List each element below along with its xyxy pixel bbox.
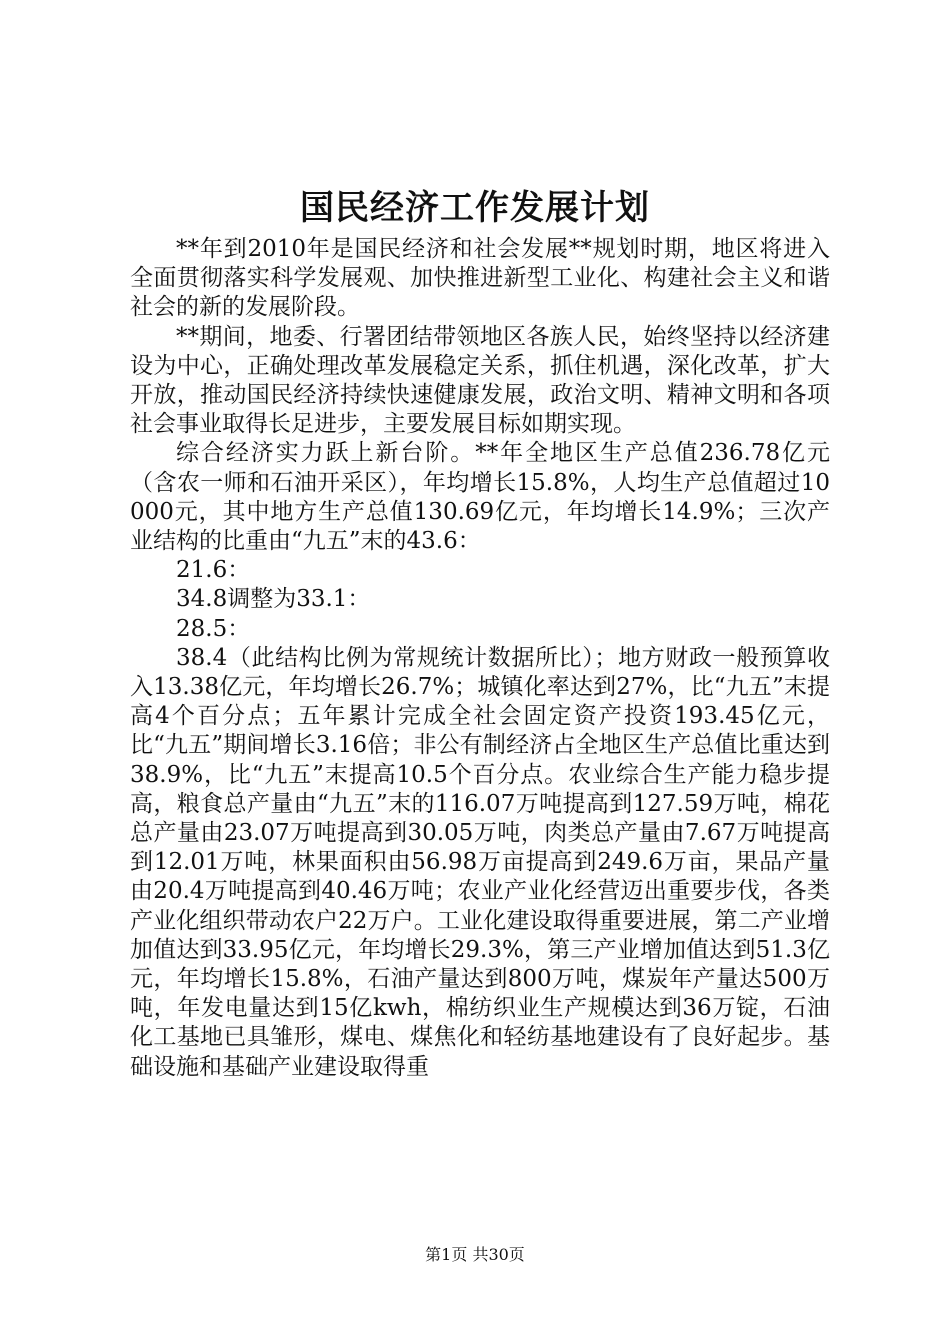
paragraph: 34.8调整为33.1：: [176, 586, 371, 613]
paragraph: 21.6：: [176, 557, 251, 584]
paragraph: **期间，地委、行署团结带领地区各族人民，始终坚持以经济建设为中心，正确处理改革发展稳定关系，抓住机遇，深化改革，扩大开放，推动国民经济持续快速健康发展，政治文明、精神文明和各项社会事业取得长足进步，主要发展目标如期实现。: [130, 323, 830, 438]
page-footer: 第1页 共30页: [425, 1245, 525, 1264]
document-body: [130, 235, 830, 1082]
paragraph: 综合经济实力跃上新台阶。**年全地区生产总值236.78亿元（含农一师和石油开采区），年均增长15.8%，人均生产总值超过10000元，其中地方生产总值130.69亿元，年均增长14.9%；三次产业结构的比重由“九五”末的43.6：: [130, 440, 830, 555]
paragraph: **年到2010年是国民经济和社会发展**规划时期，地区将进入全面贯彻落实科学发展观、加快推进新型工业化、构建社会主义和谐社会的新的发展阶段。: [130, 236, 830, 321]
paragraph: 28.5：: [176, 615, 251, 642]
paragraph: 38.4（此结构比例为常规统计数据所比）；地方财政一般预算收入13.38亿元，年均增长26.7%；城镇化率达到27%，比“九五”末提高4个百分点；五年累计完成全社会固定资产投资193.45亿元，比“九五”期间增长3.16倍；非公有制经济占全地区生产总值比重达到38.9%，比“九五”末提高10.5个百分点。农业综合生产能力稳步提高，粮食总产量由“九五”末的116.07万吨提高到127.59万吨，棉花总产量由23.07万吨提高到30.05万吨，肉类总产量由7.67万吨提高到12.01万吨，林果面积由56.98万亩提高到249.6万亩，果品产量由20.4万吨提高到40.46万吨；农业产业化经营迈出重要步伐，各类产业化组织带动农户22万户。工业化建设取得重要进展，第二产业增加值达到33.95亿元，年均增长29.3%，第三产业增加值达到51.3亿元，年均增长15.8%，石油产量达到800万吨，煤炭年产量达500万吨，年发电量达到15亿kwh，棉纺织业生产规模达到36万锭，石油化工基地已具雏形，煤电、煤焦化和轻纺基地建设有了良好起步。基础设施和基础产业建设取得重: [130, 644, 830, 1080]
document-title: 国民经济工作发展计划: [300, 188, 650, 228]
